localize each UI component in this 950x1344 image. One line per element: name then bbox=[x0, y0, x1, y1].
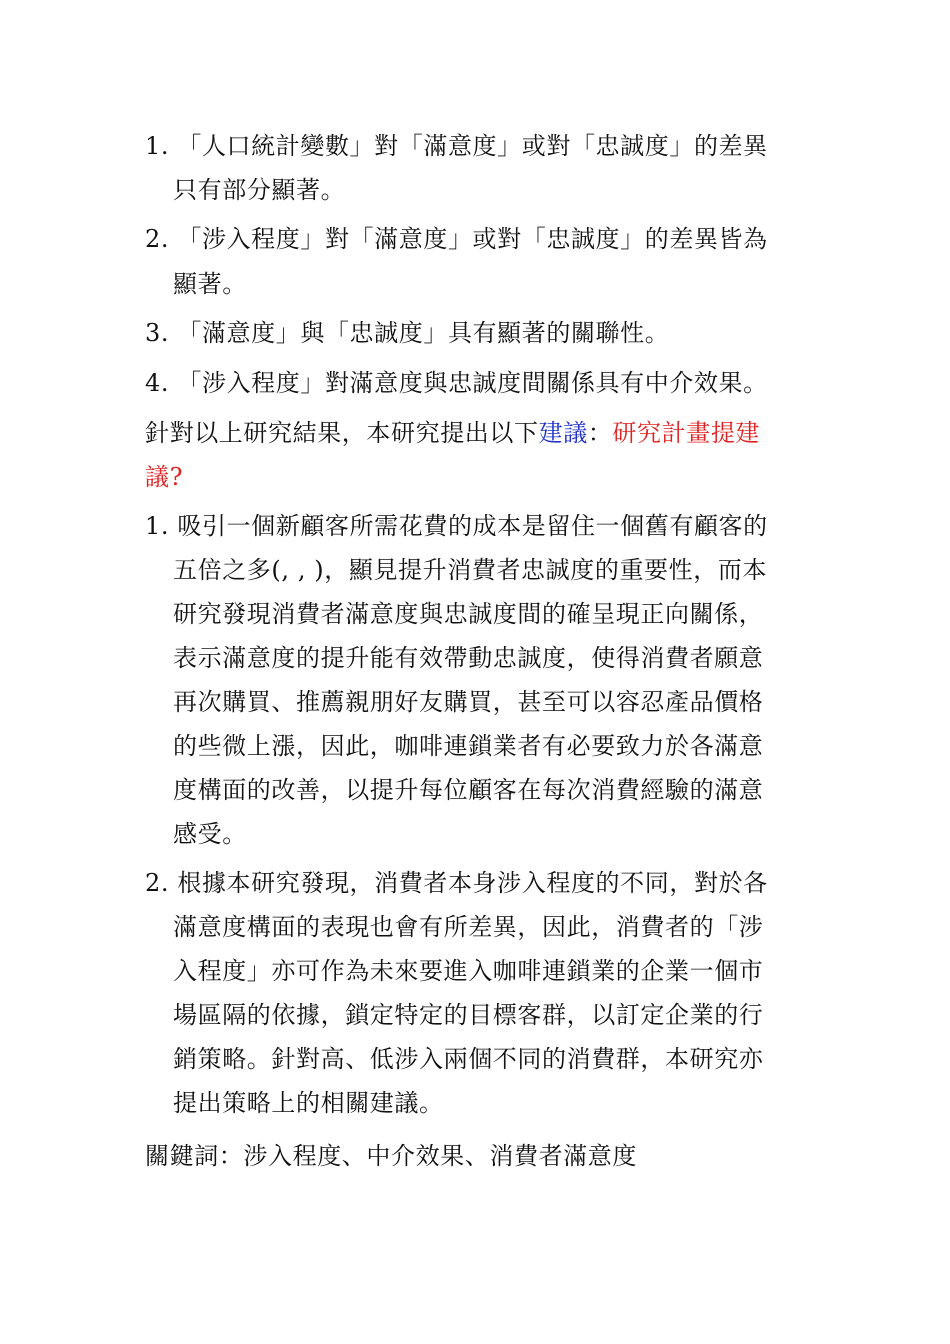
finding-2-text: 「涉入程度」對「滿意度」或對「忠誠度」的差異皆為 bbox=[177, 225, 768, 253]
keywords-line: 關鍵詞：涉入程度、中介效果、消費者滿意度 bbox=[145, 1142, 637, 1170]
finding-3-line-1 bbox=[145, 313, 669, 348]
suggestion-2-line-3: 入程度」亦可作為未來要進入咖啡連鎖業的企業一個市 bbox=[173, 957, 764, 985]
intro-colon: ： bbox=[587, 419, 613, 447]
suggestion-2-line-2: 滿意度構面的表現也會有所差異，因此，消費者的「涉 bbox=[173, 913, 764, 941]
suggestion-1-line-2: 五倍之多(, , )，顯見提升消費者忠誠度的重要性，而本 bbox=[173, 556, 768, 584]
intro-prefix: 針對以上研究結果，本研究提出以下 bbox=[145, 419, 539, 447]
suggestion-2-line-1 bbox=[145, 863, 768, 898]
suggestion-1-line-4: 表示滿意度的提升能有效帶動忠誠度，使得消費者願意 bbox=[173, 644, 764, 672]
finding-4-text: 「涉入程度」對滿意度與忠誠度間關係具有中介效果。 bbox=[177, 369, 768, 397]
finding-4-number: 4. bbox=[145, 369, 170, 397]
suggestion-1-line-5: 再次購買、推薦親朋好友購買，甚至可以容忍產品價格 bbox=[173, 688, 764, 716]
suggestion-1-number: 1. bbox=[145, 512, 170, 540]
suggestion-1-line-1 bbox=[145, 506, 768, 541]
finding-1-text: 「人口統計變數」對「滿意度」或對「忠誠度」的差異 bbox=[177, 132, 768, 160]
finding-1-line-1 bbox=[145, 126, 768, 161]
finding-1-number: 1. bbox=[145, 132, 170, 160]
suggestion-1-text: 吸引一個新顧客所需花費的成本是留住一個舊有顧客的 bbox=[177, 512, 768, 540]
suggestion-2-line-4: 場區隔的依據，鎖定特定的目標客群，以訂定企業的行 bbox=[173, 1001, 764, 1029]
suggestion-1-line-7: 度構面的改善，以提升每位顧客在每次消費經驗的滿意 bbox=[173, 776, 764, 804]
finding-2-number: 2. bbox=[145, 225, 170, 253]
suggestion-1-line-3: 研究發現消費者滿意度與忠誠度間的確呈現正向關係， bbox=[173, 600, 764, 628]
finding-3-text: 「滿意度」與「忠誠度」具有顯著的關聯性。 bbox=[177, 319, 670, 347]
suggestion-1-line-8: 感受。 bbox=[173, 820, 247, 848]
intro-line-1 bbox=[145, 413, 760, 448]
suggestion-2-text: 根據本研究發現，消費者本身涉入程度的不同，對於各 bbox=[177, 869, 768, 897]
finding-2-line-2: 顯著。 bbox=[173, 270, 247, 298]
review-note-line-2: 議? bbox=[145, 463, 184, 491]
suggestion-2-line-5: 銷策略。針對高、低涉入兩個不同的消費群，本研究亦 bbox=[173, 1045, 764, 1073]
suggestion-link[interactable]: 建議 bbox=[538, 419, 588, 447]
suggestion-1-line-6: 的些微上漲，因此，咖啡連鎖業者有必要致力於各滿意 bbox=[173, 732, 764, 760]
finding-2-line-1 bbox=[145, 219, 768, 254]
finding-4-line-1 bbox=[145, 363, 768, 398]
finding-3-number: 3. bbox=[145, 319, 170, 347]
suggestion-2-line-6: 提出策略上的相關建議。 bbox=[173, 1089, 444, 1117]
review-note: 研究計畫提建 bbox=[612, 419, 761, 447]
suggestion-2-number: 2. bbox=[145, 869, 170, 897]
finding-1-line-2: 只有部分顯著。 bbox=[173, 176, 346, 204]
